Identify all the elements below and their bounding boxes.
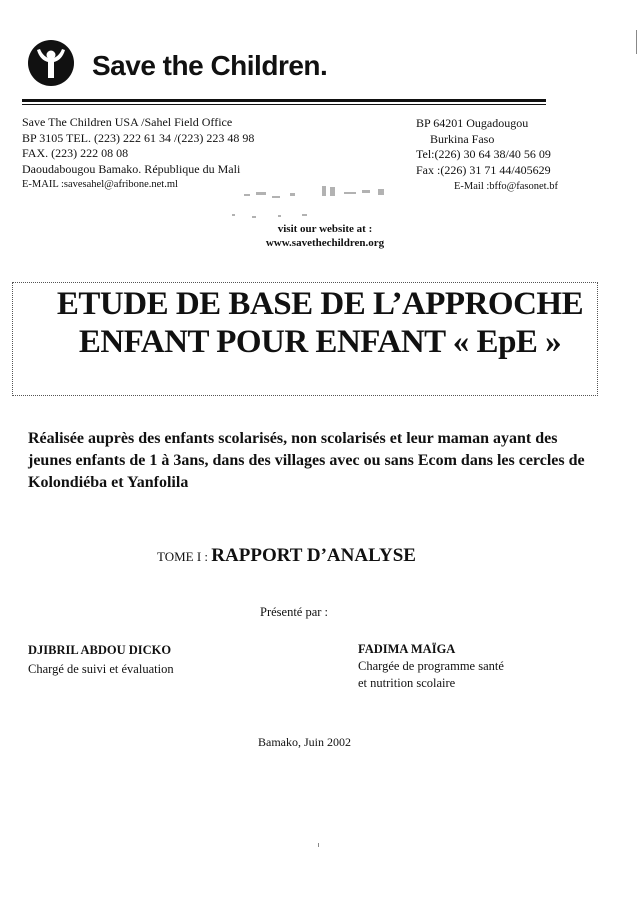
address-line: BP 64201 Ougadougou bbox=[416, 116, 529, 130]
header-rule-thin bbox=[22, 104, 546, 105]
author-role: Chargée de programme santé bbox=[358, 659, 504, 673]
address-line: BP 3105 TEL. (223) 222 61 34 /(223) 223 48 98 bbox=[22, 130, 255, 145]
office-address-burkina bbox=[416, 116, 558, 195]
document-subtitle: Réalisée auprès des enfants scolarisés, non scolarisés et leur maman ayant des jeunes enfants de 1 à 3ans, dans des villages avec ou sans Ecom dans les cercles de Kolondiéba et Yanfolila bbox=[28, 430, 585, 491]
author-block bbox=[28, 641, 174, 679]
author-role: et nutrition scolaire bbox=[358, 676, 456, 690]
place-and-date: Bamako, Juin 2002 bbox=[258, 735, 351, 749]
website-url: www.savethechildren.org bbox=[265, 237, 385, 249]
presented-by-label: Présenté par : bbox=[260, 605, 329, 619]
email-address: E-MAIL :savesahel@afribone.net.ml bbox=[22, 179, 178, 190]
website-notice bbox=[200, 222, 450, 250]
organization-name: Save the Children. bbox=[92, 50, 328, 81]
header-rule-thick bbox=[22, 99, 546, 102]
author-block bbox=[358, 641, 504, 692]
volume-title: RAPPORT D’ANALYSE bbox=[211, 545, 416, 566]
office-address-mali bbox=[22, 115, 254, 193]
scan-dot bbox=[318, 843, 319, 847]
author-role: Chargé de suivi et évaluation bbox=[28, 662, 174, 676]
website-label: visit our website at : bbox=[277, 223, 373, 235]
organization-logo bbox=[24, 38, 584, 98]
address-line: Save The Children USA /Sahel Field Office bbox=[22, 115, 233, 129]
scan-edge-mark bbox=[636, 30, 637, 54]
address-line: Tel:(226) 30 64 38/40 56 09 bbox=[416, 147, 551, 161]
faint-stamp bbox=[232, 184, 402, 224]
address-line: Burkina Faso bbox=[430, 131, 495, 146]
document-title bbox=[40, 285, 600, 361]
author-name: DJIBRIL ABDOU DICKO bbox=[28, 643, 172, 657]
address-line: Fax :(226) 31 71 44/405629 bbox=[416, 162, 551, 177]
title-line: ETUDE DE BASE DE L’APPROCHE bbox=[56, 286, 584, 322]
address-line: FAX. (223) 222 08 08 bbox=[22, 146, 129, 160]
address-line: Daoudabougou Bamako. République du Mali bbox=[22, 161, 241, 176]
volume-number: TOME I : bbox=[157, 549, 209, 564]
title-line: ENFANT POUR ENFANT « EpE » bbox=[78, 324, 562, 360]
author-name: FADIMA MAÏGA bbox=[358, 642, 456, 656]
email-address: E-Mail :bffo@fasonet.bf bbox=[454, 181, 558, 192]
children-emblem-icon bbox=[28, 40, 74, 86]
volume-heading bbox=[157, 545, 416, 567]
